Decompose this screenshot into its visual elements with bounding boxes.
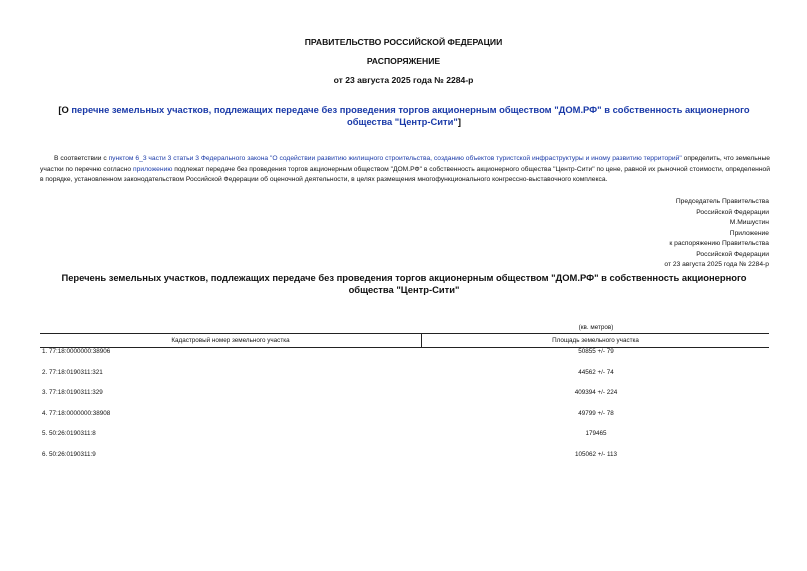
- body-text-2: определить, что земельные участки по перечню согласно: [40, 155, 771, 173]
- cadastral-number: 5. 50:26:0190311:8: [42, 430, 96, 437]
- column-header-cadastral: Кадастровый номер земельного участка: [40, 334, 422, 347]
- title-link[interactable]: перечне земельных участков, подлежащих передаче без проведения торгов акционерным обществом "ДОМ.РФ" в собственность акционерного общества "Центр-Сити": [71, 104, 750, 127]
- table-row: [40, 451, 769, 472]
- cadastral-number: 3. 77:18:0190311:329: [42, 389, 103, 396]
- table-row: [40, 410, 769, 431]
- signature-position-2: Российской Федерации: [696, 209, 769, 216]
- column-header-area: Площадь земельного участка: [552, 337, 639, 344]
- document-date: от 23 августа 2025 года № 2284-р: [333, 75, 474, 85]
- title-close-bracket: ]: [457, 116, 461, 127]
- signature-position-1: Председатель Правительства: [675, 198, 769, 205]
- appendix-ref-1: к распоряжению Правительства: [669, 240, 769, 247]
- title-open-bracket: [О: [58, 104, 72, 115]
- appendix-label: Приложение: [729, 230, 769, 237]
- table-row: [40, 348, 769, 369]
- table-row: [40, 369, 769, 390]
- cadastral-number: 6. 50:26:0190311:9: [42, 450, 96, 458]
- body-text-3: подлежат передаче без проведения торгов акционерным обществом "ДОМ.РФ" в собственность акционерного общества "Центр-Сити" по цене, равной их рыночной стоимости, определенной в порядке, установленном законодательством Российской Федерации об оценочной деятельности, в целях размещения многофункционального конгрессно-выставочного комплекса.: [40, 165, 771, 183]
- appendix-link[interactable]: приложению: [133, 165, 173, 173]
- document-title: [48, 104, 760, 128]
- table-row: [40, 389, 769, 410]
- plot-area: 44562 +/- 74: [578, 368, 614, 376]
- list-title: Перечень земельных участков, подлежащих передаче без проведения торгов акционерным обществом "ДОМ.РФ" в собственность акционерного общества "Центр-Сити": [61, 272, 747, 295]
- units-label: (кв. метров): [578, 324, 614, 331]
- body-paragraph: [40, 154, 770, 186]
- body-text-1: В соответствии с: [54, 155, 109, 162]
- plot-area: 50855 +/- 79: [578, 348, 614, 355]
- table-row: [40, 430, 769, 451]
- table-header: [40, 333, 769, 348]
- plot-area: 409394 +/- 224: [574, 389, 618, 396]
- appendix-ref-3: от 23 августа 2025 года № 2284-р: [664, 261, 769, 268]
- land-plots-table: [40, 333, 769, 471]
- cadastral-number: 4. 77:18:0000000:38908: [42, 409, 111, 417]
- table-body: [40, 348, 769, 471]
- cadastral-number: 2. 77:18:0190311:321: [42, 368, 103, 376]
- plot-area: 105062 +/- 113: [574, 450, 618, 458]
- law-link[interactable]: пунктом 6_3 части 3 статьи 3 Федерального закона "О содействии развитию жилищного строительства, созданию объектов туристской инфраструктуры и иному развитию территорий": [108, 155, 682, 162]
- plot-area: 179465: [585, 430, 607, 437]
- plot-area: 49799 +/- 78: [578, 409, 614, 417]
- signature-name: М.Мишустин: [729, 219, 769, 226]
- cadastral-number: 1. 77:18:0000000:38906: [42, 348, 111, 355]
- government-heading: ПРАВИТЕЛЬСТВО РОССИЙСКОЙ ФЕДЕРАЦИИ: [304, 37, 503, 47]
- appendix-ref-2: Российской Федерации: [696, 251, 769, 258]
- document-type: РАСПОРЯЖЕНИЕ: [366, 56, 441, 66]
